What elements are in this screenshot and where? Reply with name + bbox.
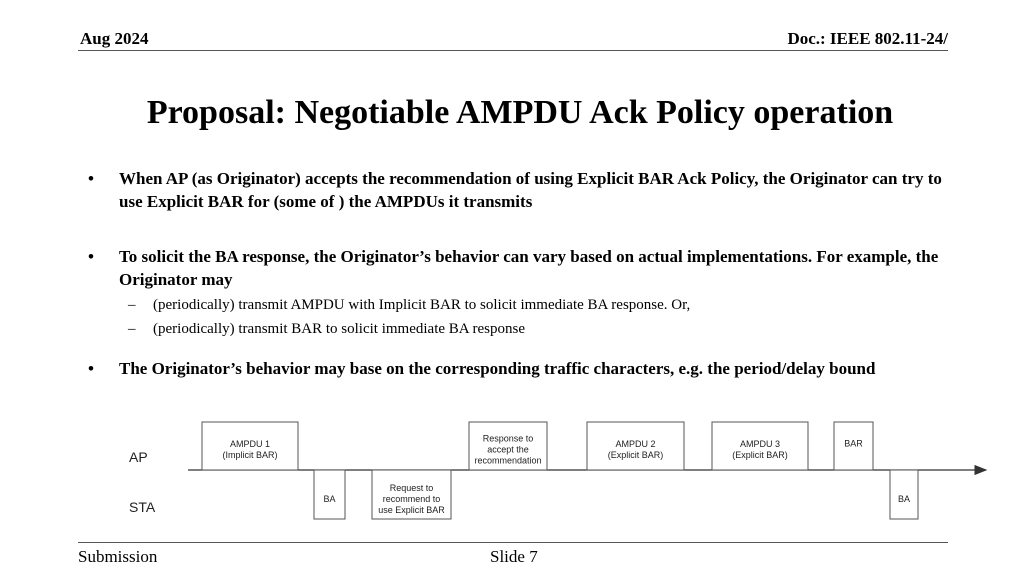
- footer-submission: Submission: [78, 547, 158, 566]
- sub-bullet-text: (periodically) transmit BAR to solicit immediate BA response: [153, 321, 526, 337]
- sub-bullet-marker: –: [128, 321, 136, 337]
- ap-frame-1: [202, 422, 298, 470]
- slide-title: Proposal: Negotiable AMPDU Ack Policy operation: [146, 94, 894, 131]
- header-doc-number: Doc.: IEEE 802.11-24/: [787, 29, 948, 48]
- footer-divider: [78, 542, 948, 543]
- sta-label: STA: [129, 499, 156, 515]
- bullet-marker: •: [88, 359, 94, 378]
- ap-frame-label: AMPDU 2: [615, 439, 656, 449]
- sub-bullet-marker: –: [128, 297, 136, 313]
- ap-frame-label: (Explicit BAR): [607, 450, 664, 460]
- ap-frame-5: [834, 422, 873, 470]
- footer-slide-number: Slide 7: [490, 547, 538, 566]
- ap-frame-label: recommendation: [474, 455, 542, 466]
- sta-frame-label: Request to: [389, 483, 434, 493]
- bullet-text: To solicit the BA response, the Originator’s behavior can vary based on actual implementations. For example, the Originator may: [119, 247, 939, 289]
- bullet-text: The Originator’s behavior may base on the corresponding traffic characters, e.g. the period/delay bound: [119, 359, 876, 378]
- sta-frame-label: BA: [323, 494, 336, 504]
- ap-frame-2: [469, 422, 547, 470]
- bullet-text: When AP (as Originator) accepts the recommendation of using Explicit BAR Ack Policy, the Originator can try to use Explicit BAR for (some of ) the AMPDUs it transmits: [119, 169, 942, 211]
- sta-frame-label: BA: [897, 494, 911, 504]
- ap-frame-3: [587, 422, 684, 470]
- sta-frame-2: [372, 470, 451, 519]
- ap-label: AP: [129, 449, 148, 465]
- sta-frame-label: use Explicit BAR: [378, 505, 445, 515]
- ap-frame-label: BAR: [844, 438, 863, 449]
- ap-frame-label: AMPDU 1: [229, 439, 271, 449]
- bullet-marker: •: [88, 169, 94, 188]
- header-date: Aug 2024: [80, 29, 149, 48]
- bullet-marker: •: [88, 247, 94, 266]
- ap-frame-4: [712, 422, 808, 470]
- sub-bullet-text: (periodically) transmit AMPDU with Implicit BAR to solicit immediate BA response. Or,: [153, 297, 691, 313]
- sta-frame-3: [890, 470, 918, 519]
- ap-frame-label: AMPDU 3: [739, 439, 781, 449]
- ap-frame-label: Response to: [482, 433, 534, 444]
- ap-frame-label: accept the: [487, 444, 529, 455]
- sta-frame-label: recommend to: [382, 494, 441, 504]
- sta-frame-1: [314, 470, 345, 519]
- ap-frame-label: (Explicit BAR): [732, 450, 788, 460]
- ap-frame-label: (Implicit BAR): [222, 450, 278, 460]
